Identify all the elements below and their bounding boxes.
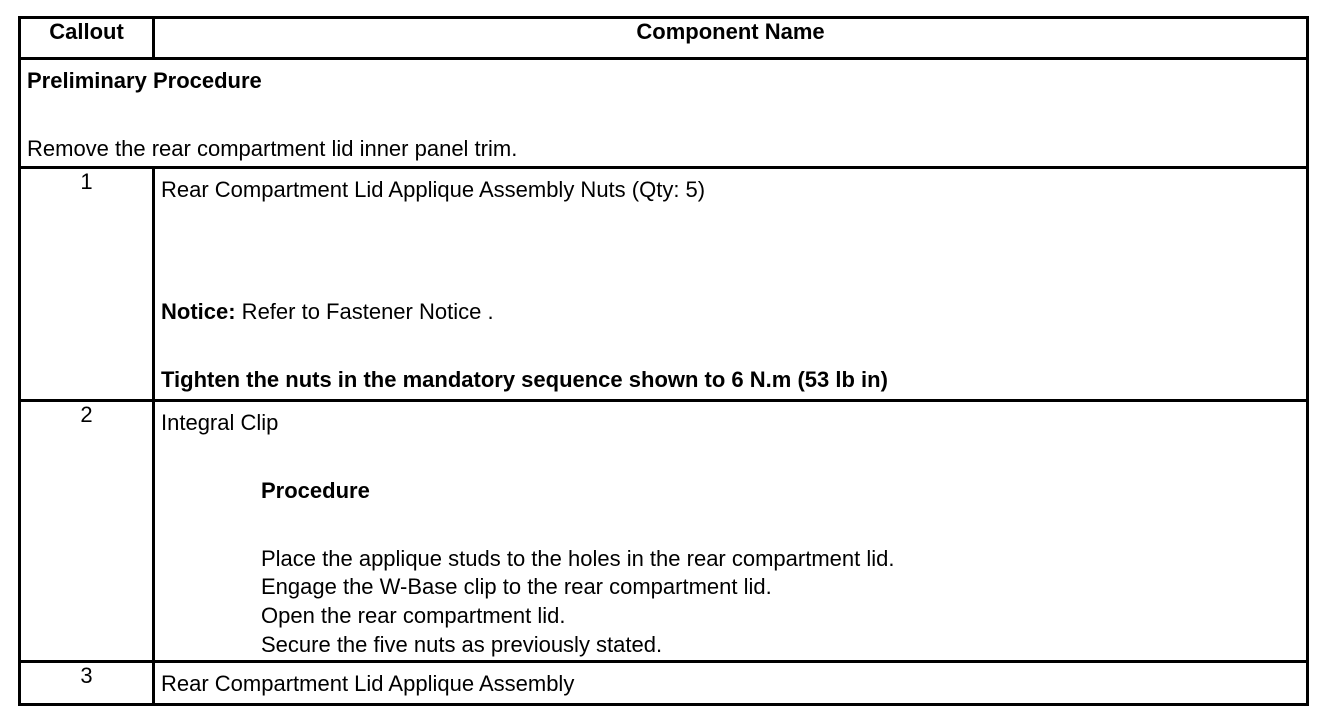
callout-number: 2: [20, 401, 154, 662]
preliminary-row: [20, 59, 1308, 168]
callout-header: Callout: [20, 18, 154, 59]
callout-table: [18, 16, 1309, 706]
component-name: Rear Compartment Lid Applique Assembly: [161, 671, 575, 696]
preliminary-text: Remove the rear compartment lid inner panel trim.: [27, 136, 518, 161]
table-row: [20, 662, 1308, 705]
preliminary-cell: [20, 59, 1308, 168]
component-cell: [154, 168, 1308, 401]
procedure-step: Open the rear compartment lid.: [261, 603, 566, 628]
notice-text: Refer to Fastener Notice .: [235, 299, 494, 324]
component-cell: [154, 401, 1308, 662]
procedure-title: Procedure: [261, 478, 370, 503]
component-name: Rear Compartment Lid Applique Assembly Nuts (Qty: 5): [161, 177, 706, 202]
component-name-header: Component Name: [154, 18, 1308, 59]
notice-line: [161, 299, 494, 325]
notice-label: Notice:: [161, 299, 236, 324]
table-row: [20, 168, 1308, 401]
component-cell: [154, 662, 1308, 705]
component-name: Integral Clip: [161, 410, 279, 435]
callout-number: 1: [20, 168, 154, 401]
procedure-step: Place the applique studs to the holes in the rear compartment lid.: [261, 546, 895, 571]
callout-number: 3: [20, 662, 154, 705]
torque-spec: Tighten the nuts in the mandatory sequence shown to 6 N.m (53 lb in): [161, 367, 888, 392]
procedure-step: Engage the W-Base clip to the rear compartment lid.: [261, 574, 772, 599]
header-row: [20, 18, 1308, 59]
procedure-step: Secure the five nuts as previously stated.: [261, 632, 663, 657]
preliminary-title: Preliminary Procedure: [27, 68, 262, 93]
table-row: [20, 401, 1308, 662]
